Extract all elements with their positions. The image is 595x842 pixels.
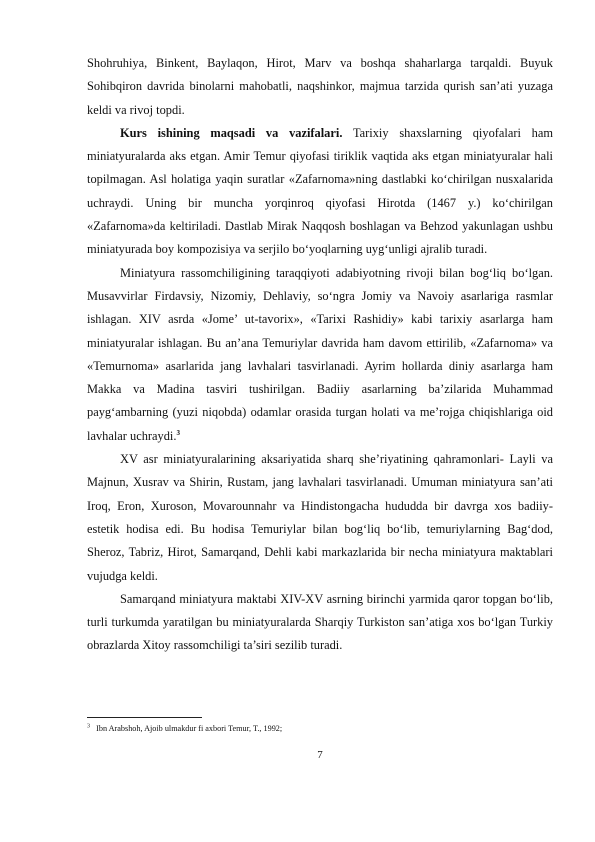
paragraph-3 xyxy=(87,262,553,448)
footnote-reference[interactable]: 3 xyxy=(176,428,180,437)
paragraph-1: Shohruhiya, Binkent, Baylaqon, Hirot, Marv va boshqa shaharlarga tarqaldi. Buyuk Sohibqiron davrida binolarni mahobatli, naqshinkor, majmua tarzida qurish san’ati yuzaga keldi va rivoj topdi. xyxy=(87,56,553,117)
footnote-number: 3 xyxy=(87,723,90,730)
paragraph-2 xyxy=(87,122,553,262)
paragraph-3-text: Miniatyura rassomchiligining taraqqiyoti adabiyotning rivoji bilan bog‘liq bo‘lgan. Musavvirlar Firdavsiy, Nizomiy, Dehlaviy, so‘ngra Jomiy va Navoiy asarlariga rasmlar ishlagan. XIV asrda «Jome’ ut-tavorix», «Tarixi Rashidiy» kabi tarixiy asarlarga ham miniatyuralar ishlagan. Bu an’ana Temuriylar davrida ham davom ettirilib, «Zafarnoma» va «Temurnoma» asarlarida jang lavhalari tasvirlanadi. Ayrim hollarda diniy asarlarga ham Makka va Madina tasviri tushirilgan. Badiiy asarlarning ba’zilarida Muhammad payg‘ambarning (yuzi niqobda) odamlar orasida turgan holati va me’rojga chiqishlariga oid lavhalar uchraydi. xyxy=(87,265,553,443)
section-heading: Kurs ishining maqsadi va vazifalari. xyxy=(120,125,343,140)
paragraph-2-text: Tarixiy shaxslarning qiyofalari ham miniatyuralarda aks etgan. Amir Temur qiyofasi tiriklik vaqtida aks etgan miniatyuralar hali topilmagan. Asl holatiga yaqin suratlar «Zafarnoma»ning dastlabki ko‘chirilgan nusxalarida uchraydi. Uning bir muncha yorqinroq qiyofasi Hirotda (1467 y.) ko‘chirilgan «Zafarnoma»da keltiriladi. Dastlab Mirak Naqqosh boshlagan va Behzod yakunlagan ushbu miniatyurada boy kompozisiya va serjilo bo‘yoqlarning uyg‘unligi ajralib turadi. xyxy=(87,125,553,257)
body-text xyxy=(87,52,553,658)
footnote xyxy=(87,723,282,734)
paragraph-4: XV asr miniatyuralarining aksariyatida sharq she’riyatining qahramonlari- Layli va Majnun, Xusrav va Shirin, Rustam, jang lavhalari tasvirlanadi. Umuman miniatyura san’ati Iroq, Eron, Xuroson, Movarounnahr va Hindistongacha hududda bir davrga xos badiiy- estetik hodisa edi. Bu hodisa Temuriylar bilan bog‘liq bo‘lib, temuriylarning Bag‘dod, Sheroz, Tabriz, Hirot, Samarqand, Dehli kabi markazlarida bir necha miniatyura maktablari vujudga keldi. xyxy=(87,452,553,583)
page-number: 7 xyxy=(317,749,323,761)
paragraph-5: Samarqand miniatyura maktabi XIV-XV asrning birinchi yarmida qaror topgan bo‘lib, turli turkumda yaratilgan bu miniatyuralarda Sharqiy Turkiston san’atiga xos bo‘lgan Turkiy obrazlarda Xitoy rassomchiligi ta’siri sezilib turadi. xyxy=(87,591,553,653)
footnote-text: Ibn Arabshoh, Ajoib ulmakdur fi axbori Temur, T., 1992; xyxy=(96,724,283,733)
footnote-divider xyxy=(87,717,202,718)
